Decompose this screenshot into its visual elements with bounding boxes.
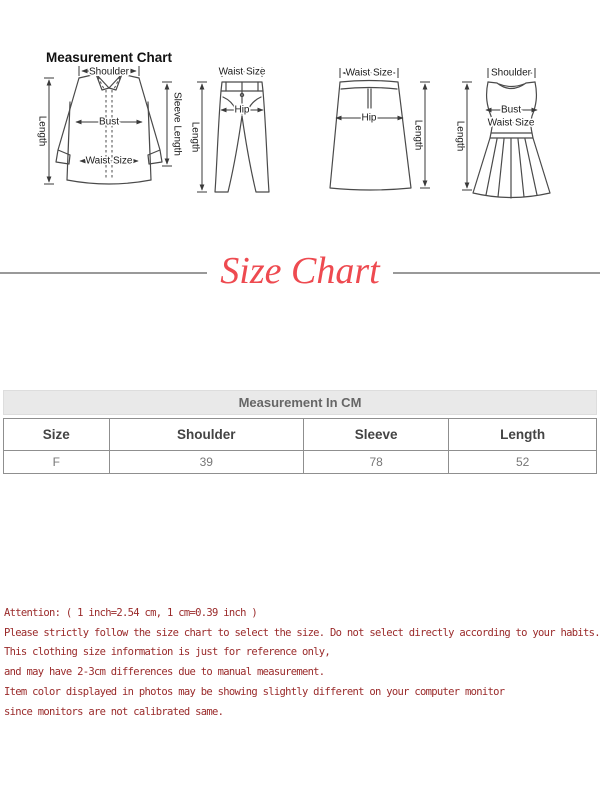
dress-bust-label: Bust bbox=[500, 104, 522, 116]
shirt-length-label: Length bbox=[36, 115, 48, 147]
dress-shoulder-label: Shoulder bbox=[490, 67, 532, 79]
skirt-diagram bbox=[318, 64, 440, 200]
pants-diagram bbox=[190, 64, 290, 200]
measurement-table-block bbox=[3, 390, 597, 474]
shirt-bust-label: Bust bbox=[98, 116, 120, 128]
dress-length-label: Length bbox=[454, 120, 466, 152]
cell-sleeve: 78 bbox=[304, 451, 449, 474]
size-table-header-row bbox=[4, 419, 597, 451]
size-table-row bbox=[4, 451, 597, 474]
shirt-shoulder-label: Shoulder bbox=[88, 66, 130, 78]
divider-line-right bbox=[393, 272, 600, 274]
shirt-diagram bbox=[36, 64, 186, 194]
pants-length-label: Length bbox=[189, 121, 201, 153]
attention-line: This clothing size information is just for reference only, bbox=[4, 646, 331, 659]
attention-line: Item color displayed in photos may be showing slightly different on your computer monitor bbox=[4, 685, 505, 698]
cell-size: F bbox=[4, 451, 110, 474]
measurement-chart-title: Measurement Chart bbox=[46, 50, 173, 65]
skirt-length-label: Length bbox=[412, 119, 424, 151]
shirt-sleeve-length-label: Sleeve Length bbox=[171, 92, 183, 156]
attention-line: Please strictly follow the size chart to select the size. Do not select directly according to your habits. bbox=[4, 626, 600, 639]
size-table bbox=[3, 418, 597, 474]
col-size: Size bbox=[4, 419, 110, 451]
size-chart-title: Size Chart bbox=[220, 250, 380, 292]
skirt-hip-label: Hip bbox=[361, 112, 377, 124]
col-sleeve: Sleeve bbox=[304, 419, 449, 451]
attention-line: Attention: ( 1 inch=2.54 cm, 1 cm=0.39 inch ) bbox=[4, 607, 257, 619]
attention-line: and may have 2-3cm differences due to manual measurement. bbox=[4, 666, 325, 679]
dress-waist-label: Waist Size bbox=[487, 117, 535, 129]
pants-hip-label: Hip bbox=[234, 104, 250, 116]
cell-shoulder: 39 bbox=[109, 451, 304, 474]
shirt-waist-label: Waist Size bbox=[85, 155, 133, 167]
attention-line: since monitors are not calibrated same. bbox=[4, 705, 224, 718]
attention-notes bbox=[4, 604, 600, 722]
dress-diagram bbox=[455, 60, 575, 205]
size-chart-section-header bbox=[0, 245, 600, 301]
cell-length: 52 bbox=[449, 451, 597, 474]
col-shoulder: Shoulder bbox=[109, 419, 304, 451]
skirt-waist-label: Waist Size bbox=[345, 67, 393, 79]
table-title: Measurement In CM bbox=[3, 390, 597, 415]
divider-line-left bbox=[0, 272, 207, 274]
col-length: Length bbox=[449, 419, 597, 451]
pants-waist-label: Waist Size bbox=[218, 66, 266, 78]
